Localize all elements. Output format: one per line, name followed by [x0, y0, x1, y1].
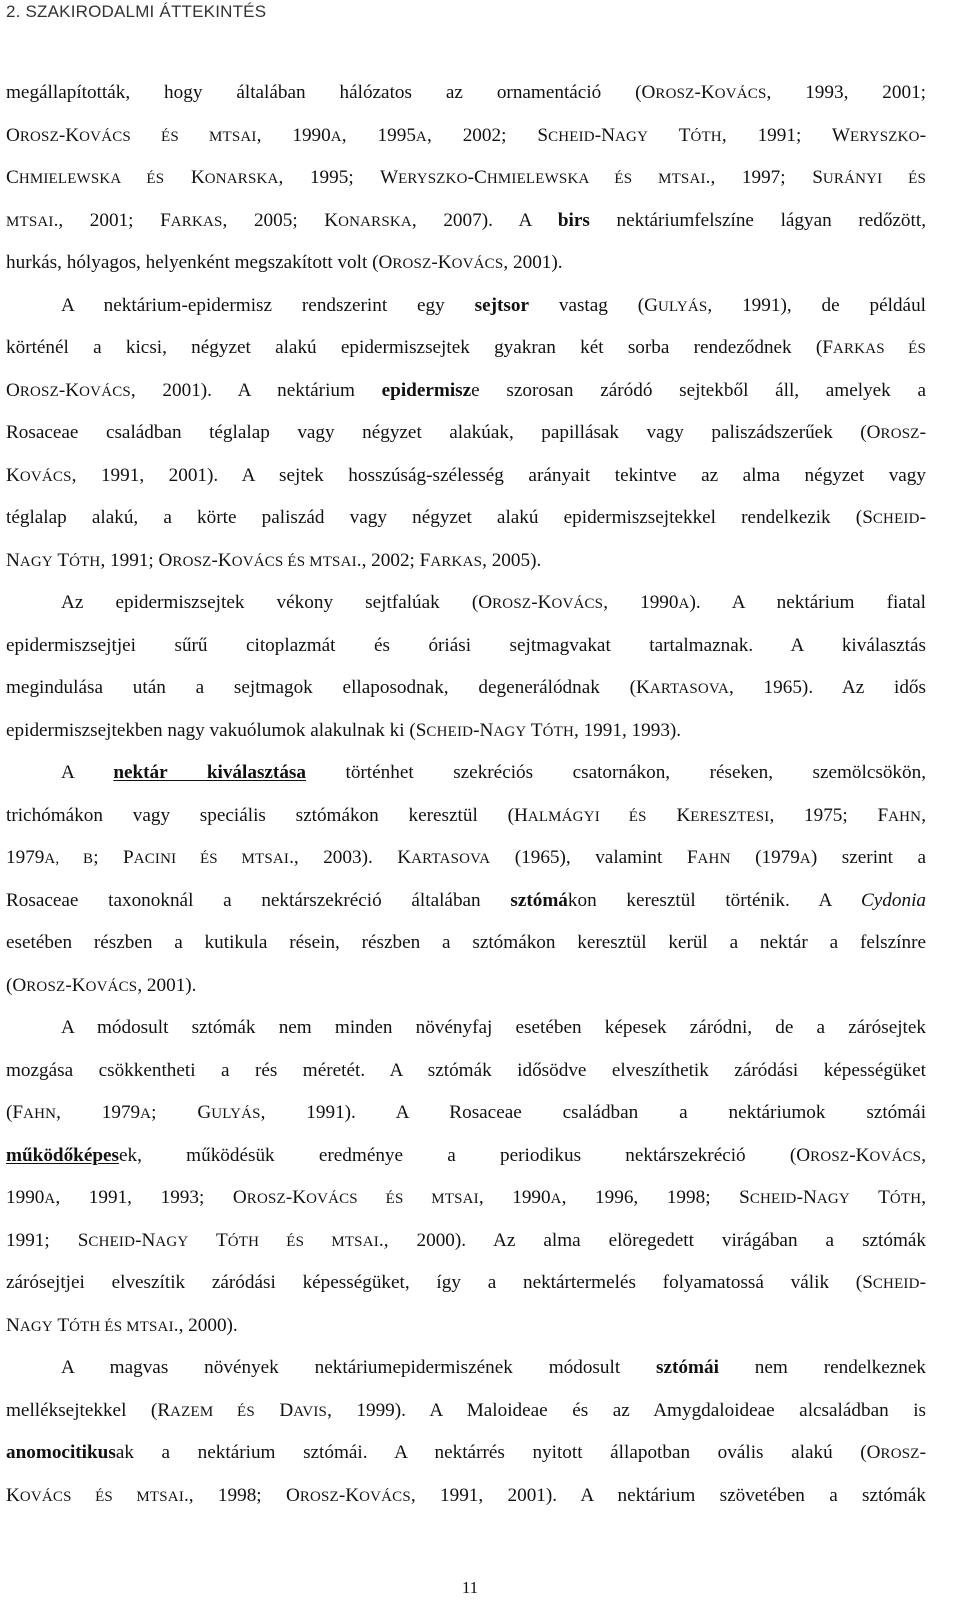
small-caps-text: HMIELEWSKA ÉS MTSAI — [486, 171, 706, 187]
text-run: K — [6, 1484, 20, 1506]
small-caps-text: AGY — [155, 1233, 189, 1250]
text-run: -N — [473, 719, 494, 741]
text-run: -C — [467, 167, 487, 188]
text-run: , 2005). — [482, 549, 542, 571]
text-run: ) szerint a — [810, 847, 926, 868]
text-run: melléksejtekkel (R — [6, 1399, 171, 1421]
text-run: - — [919, 422, 926, 443]
small-caps-text: OVÁCS ÉS MTSAI — [19, 1488, 184, 1505]
small-caps-text: A — [415, 128, 427, 145]
small-caps-text: AVIS — [293, 1403, 328, 1420]
small-caps-text: OVÁCS — [551, 596, 604, 612]
small-caps-text: ARTASOVA — [649, 681, 729, 697]
text-run: ak a nektárium sztómái. A nektárrés nyitott állapotban ovális alakú (O — [115, 1442, 881, 1463]
text-line — [6, 157, 926, 200]
text-run: esetében részben a kutikula résein, részben a sztómákon keresztül kerül a nektár a felszínre — [6, 932, 926, 953]
small-caps-text: ROSZ — [810, 1148, 850, 1165]
text-run: trichómákon vagy speciális sztómákon keresztül (H — [6, 804, 528, 826]
text-line — [6, 880, 926, 923]
small-caps-text: ÓTH ÉS MTSAI — [227, 1233, 379, 1250]
small-caps-text: CHEID — [872, 511, 920, 527]
text-run: megállapították, hogy általában hálózatos az ornamentáció (O — [6, 82, 656, 103]
text-run: - — [919, 1442, 926, 1463]
text-run: T — [849, 1187, 890, 1208]
italic-term: Cydonia — [860, 889, 926, 911]
text-run: -N — [135, 1229, 156, 1251]
text-run: vastag (G — [528, 294, 658, 316]
text-run: D — [254, 1399, 294, 1421]
small-caps-text: ÓTH — [889, 1191, 922, 1207]
small-caps-text: ARKAS — [170, 213, 223, 230]
text-run: , 1991, 2001). A sejtek hosszúság-szélesség arányait tekintve az alma négyzet vagy — [71, 464, 926, 486]
bold-term: nektár kiválasztása — [113, 762, 306, 783]
text-line — [6, 625, 926, 668]
text-run: -K — [65, 974, 86, 996]
text-line — [6, 922, 926, 965]
text-run: , 1996, 1998; S — [561, 1187, 750, 1208]
small-caps-text: A — [330, 128, 342, 145]
body-text — [6, 72, 926, 1517]
small-caps-text: AHN — [888, 808, 922, 825]
text-line — [6, 370, 926, 413]
text-run: ). A nektárium fiatal — [689, 592, 926, 613]
small-caps-text: AHN — [697, 851, 731, 867]
text-run: mozgása csökkentheti a rés méretét. A sztómák idősödve elveszíthetik záródási képességüket — [6, 1059, 926, 1081]
small-caps-text: ACINI ÉS MTSAI — [133, 851, 290, 867]
text-line — [6, 455, 926, 498]
small-caps-text: OVÁCS — [451, 256, 504, 272]
text-run: A módosult sztómák nem minden növényfaj esetében képesek záródni, de a zárósejtek — [61, 1017, 926, 1038]
small-caps-text: ERYSZKO — [850, 128, 920, 145]
text-run: C — [6, 167, 19, 188]
small-caps-text: ROSZ — [172, 553, 212, 570]
small-caps-text: A — [44, 1191, 56, 1207]
small-caps-text: ROSZ — [880, 1446, 920, 1462]
text-run: , 1991; O — [100, 549, 173, 571]
text-run: A — [61, 762, 114, 783]
small-caps-text: ROSZ — [299, 1488, 339, 1505]
text-line — [6, 752, 926, 795]
text-line — [6, 1092, 926, 1135]
text-run: T — [52, 1314, 70, 1336]
text-run: -K — [285, 1187, 307, 1208]
text-run: Rosaceae taxonoknál a nektárszekréció általában — [6, 889, 511, 911]
text-run: ; G — [151, 1102, 212, 1123]
small-caps-text: ROSZ — [492, 596, 532, 612]
text-run: -K — [58, 124, 80, 146]
text-run: (O — [6, 974, 27, 996]
small-caps-text: ÓTH ÉS MTSAI — [69, 1318, 174, 1335]
text-run: 1991; S — [6, 1229, 89, 1251]
text-run: T — [52, 549, 70, 571]
text-run: , 1999). A Maloideae és az Amygdaloideae alcsaládban is — [327, 1399, 926, 1421]
bold-term: birs — [557, 209, 590, 231]
text-run: , 2001). — [503, 252, 563, 273]
small-caps-text: AZEM ÉS — [170, 1403, 255, 1420]
text-run: K — [646, 804, 691, 826]
text-run: körténél a kicsi, négyzet alakú epidermiszsejtek gyakran két sorba rendeződnek (F — [6, 337, 833, 358]
text-run: , 1990 — [478, 1187, 551, 1208]
text-run: , 2007). A — [411, 209, 558, 231]
small-caps-text: OVÁCS — [19, 468, 72, 485]
text-line — [6, 1007, 926, 1050]
text-run: Rosaceae családban téglalap vagy négyzet alakúak, papillásak vagy paliszádszerűek (O — [6, 422, 881, 443]
text-run: T — [648, 124, 691, 146]
text-run: kon keresztül történik. A — [567, 889, 861, 911]
text-run: ., 2003). K — [289, 847, 412, 868]
small-caps-text: OVÁCS — [714, 86, 767, 102]
text-run: -K — [338, 1484, 360, 1506]
text-run: A magvas növények nektáriumepidermiszének módosult — [61, 1357, 657, 1378]
small-caps-text: ROSZ — [26, 978, 66, 995]
small-caps-text: ARKAS — [430, 553, 483, 570]
text-run: ., 2000). Az alma elöregedett virágában a sztómák — [378, 1229, 926, 1251]
text-line — [6, 1305, 926, 1348]
text-run: , 1991, 1993; O — [55, 1187, 247, 1208]
text-run: , — [921, 804, 926, 826]
text-line — [6, 200, 926, 243]
text-run: -K — [58, 379, 80, 401]
text-line — [6, 1475, 926, 1518]
small-caps-text: ONARSKA — [204, 171, 279, 187]
text-run: ; P — [93, 847, 134, 868]
text-run: , 1990 — [603, 592, 679, 613]
text-run: e szorosan záródó sejtekből áll, amelyek a — [471, 379, 926, 401]
text-run: , 1990 — [256, 124, 331, 146]
text-line — [6, 795, 926, 838]
text-run: , 1991, 2001). A nektárium szövetében a sztómák — [410, 1484, 926, 1506]
text-run: ., 2000). — [173, 1314, 238, 1336]
text-line — [6, 285, 926, 328]
text-run: , 2002; S — [426, 124, 549, 146]
small-caps-text: A — [550, 1191, 562, 1207]
text-run: (1979 — [730, 847, 800, 868]
bold-term: sejtsor — [474, 294, 529, 316]
small-caps-text: ARTASOVA — [411, 851, 491, 867]
text-run: 1990 — [6, 1187, 45, 1208]
text-run: - — [919, 1272, 926, 1293]
text-run: ek, működésük eredménye a periodikus nektárszekréció (O — [119, 1144, 811, 1166]
small-caps-text: ERYSZKO — [398, 171, 468, 187]
text-run: téglalap alakú, a körte paliszád vagy négyzet alakú epidermiszsejtekkel rendelkezik (S — [6, 507, 873, 528]
small-caps-text: ROSZ — [392, 256, 432, 272]
text-run: K — [6, 464, 20, 486]
text-line — [6, 1262, 926, 1305]
text-run: , — [921, 1187, 926, 1208]
small-caps-text: AGY — [493, 723, 527, 740]
text-run: , 2005; K — [222, 209, 339, 231]
small-caps-text: A — [140, 1106, 152, 1122]
small-caps-text: CHEID — [426, 723, 474, 740]
small-caps-text: ROSZ — [19, 383, 59, 400]
text-run: ., 1998; O — [184, 1484, 300, 1506]
small-caps-text: OVÁCS ÉS MTSAI — [306, 1191, 479, 1207]
text-run: -K — [531, 592, 552, 613]
small-caps-text: ARKAS ÉS — [832, 341, 926, 357]
text-run: N — [6, 549, 20, 571]
text-line — [6, 412, 926, 455]
text-run: , 2001). — [137, 974, 197, 996]
text-run: ., 2002; F — [356, 549, 431, 571]
text-run: ., 2001; F — [53, 209, 171, 231]
text-line — [6, 1177, 926, 1220]
small-caps-text: ROSZ — [246, 1191, 286, 1207]
text-run: , 1975; F — [769, 804, 889, 826]
bold-term: epidermisz — [381, 379, 472, 401]
text-run: 1979 — [6, 847, 45, 868]
text-run: , 1995 — [341, 124, 416, 146]
small-caps-text: AGY — [19, 553, 53, 570]
text-run: , 1991). A Rosaceae családban a nektáriumok sztómái — [260, 1102, 926, 1123]
text-line — [6, 1050, 926, 1093]
text-line — [6, 582, 926, 625]
text-run: -K — [211, 549, 232, 571]
bold-term: sztómái — [656, 1357, 719, 1378]
small-caps-text: CHEID — [548, 128, 595, 145]
chapter-header: 2. SZAKIRODALMI ÁTTEKINTÉS — [6, 2, 267, 21]
text-run: , 1993, 2001; — [766, 82, 926, 103]
small-caps-text: OVÁCS — [79, 383, 131, 400]
bold-term: sztómá — [510, 889, 568, 911]
text-run: T — [188, 1229, 228, 1251]
small-caps-text: ROSZ — [655, 86, 695, 102]
text-line — [6, 710, 926, 753]
small-caps-text: CHEID — [88, 1233, 136, 1250]
text-run: zárósejtjei elveszítik záródási képességüket, így a nektártermelés folyamatossá válik (S — [6, 1272, 873, 1293]
small-caps-text: AGY — [615, 128, 649, 145]
text-run: hurkás, hólyagos, helyenként megszakított volt (O — [6, 252, 393, 273]
text-line — [6, 327, 926, 370]
text-run: -K — [849, 1144, 870, 1166]
text-line — [6, 1347, 926, 1390]
small-caps-text: OVÁCS ÉS MTSAI — [79, 128, 257, 145]
text-line — [6, 1220, 926, 1263]
small-caps-text: OVÁCS — [869, 1148, 922, 1165]
text-run: T — [526, 719, 543, 741]
small-caps-text: ONARSKA — [338, 213, 412, 230]
small-caps-text: OVÁCS — [359, 1488, 411, 1505]
text-run: nem rendelkeznek — [718, 1357, 926, 1378]
text-run: , 1979 — [56, 1102, 141, 1123]
text-run: - — [919, 124, 926, 146]
text-run: A nektárium-epidermisz rendszerint egy — [61, 294, 475, 316]
text-run: , — [921, 1144, 926, 1166]
small-caps-text: ROSZ — [880, 426, 920, 442]
bold-term: működőképes — [6, 1144, 120, 1166]
text-run: , 1965). Az idős — [728, 677, 926, 698]
text-run: epidermiszsejtekben nagy vakuólumok alakulnak ki (S — [6, 719, 427, 741]
small-caps-text: OVÁCS ÉS MTSAI — [231, 553, 357, 570]
text-run: , 1991; W — [721, 124, 851, 146]
small-caps-text: ROSZ — [19, 128, 59, 145]
text-run: megindulása után a sejtmagok ellaposodnak, degenerálódnak (K — [6, 677, 650, 698]
small-caps-text: CHEID — [749, 1191, 797, 1207]
small-caps-text: ULYÁS — [658, 298, 708, 315]
text-run: , 1991), de például — [707, 294, 926, 316]
text-run: , 1991, 1993). — [573, 719, 682, 741]
small-caps-text: AGY — [816, 1191, 850, 1207]
text-run: (1965), valamint F — [490, 847, 698, 868]
text-run: , 1995; W — [278, 167, 399, 188]
text-run: -K — [694, 82, 715, 103]
small-caps-text: ÓTH — [69, 553, 101, 570]
small-caps-text: A — [678, 596, 690, 612]
text-line — [6, 1135, 926, 1178]
small-caps-text: A — [799, 851, 811, 867]
text-line — [6, 540, 926, 583]
text-run: O — [6, 379, 20, 401]
small-caps-text: HMIELEWSKA ÉS — [18, 171, 165, 187]
text-run: történhet szekréciós csatornákon, réseken, szemölcsökön, — [305, 762, 926, 783]
text-line — [6, 1390, 926, 1433]
bold-term: anomocitikus — [6, 1442, 116, 1463]
small-caps-text: ALMÁGYI ÉS — [527, 808, 647, 825]
text-run: N — [6, 1314, 20, 1336]
small-caps-text: AGY — [19, 1318, 53, 1335]
text-run: epidermiszsejtjei sűrű citoplazmát és óriási sejtmagvakat tartalmaznak. A kiválasztás — [6, 634, 926, 656]
small-caps-text: ERESZTESI — [690, 808, 770, 825]
text-line — [6, 1432, 926, 1475]
text-line — [6, 72, 926, 115]
text-line — [6, 837, 926, 880]
small-caps-text: URÁNYI ÉS — [822, 171, 926, 187]
text-line — [6, 497, 926, 540]
text-run: -K — [431, 252, 452, 273]
small-caps-text: MTSAI — [6, 213, 54, 230]
text-run: (F — [6, 1102, 24, 1123]
text-line — [6, 965, 926, 1008]
text-run: nektáriumfelszíne lágyan redőzött, — [589, 209, 926, 231]
text-line — [6, 667, 926, 710]
small-caps-text: AHN — [23, 1106, 57, 1122]
text-run: - — [919, 507, 926, 528]
text-line — [6, 242, 926, 285]
text-run: -N — [796, 1187, 817, 1208]
text-run: O — [6, 124, 20, 146]
small-caps-text: A, B — [44, 851, 94, 867]
text-run: , 2001). A nektárium — [130, 379, 382, 401]
text-line — [6, 115, 926, 158]
small-caps-text: ÓTH — [542, 723, 574, 740]
page-number: 11 — [461, 1578, 479, 1597]
text-run: K — [164, 167, 205, 188]
small-caps-text: CHEID — [872, 1276, 920, 1292]
text-run: -N — [594, 124, 616, 146]
small-caps-text: ÓTH — [690, 128, 722, 145]
text-run: ., 1997; S — [705, 167, 823, 188]
small-caps-text: OVÁCS — [85, 978, 138, 995]
small-caps-text: ULYÁS — [211, 1106, 261, 1122]
text-run: Az epidermiszsejtek vékony sejtfalúak (O — [61, 592, 493, 613]
